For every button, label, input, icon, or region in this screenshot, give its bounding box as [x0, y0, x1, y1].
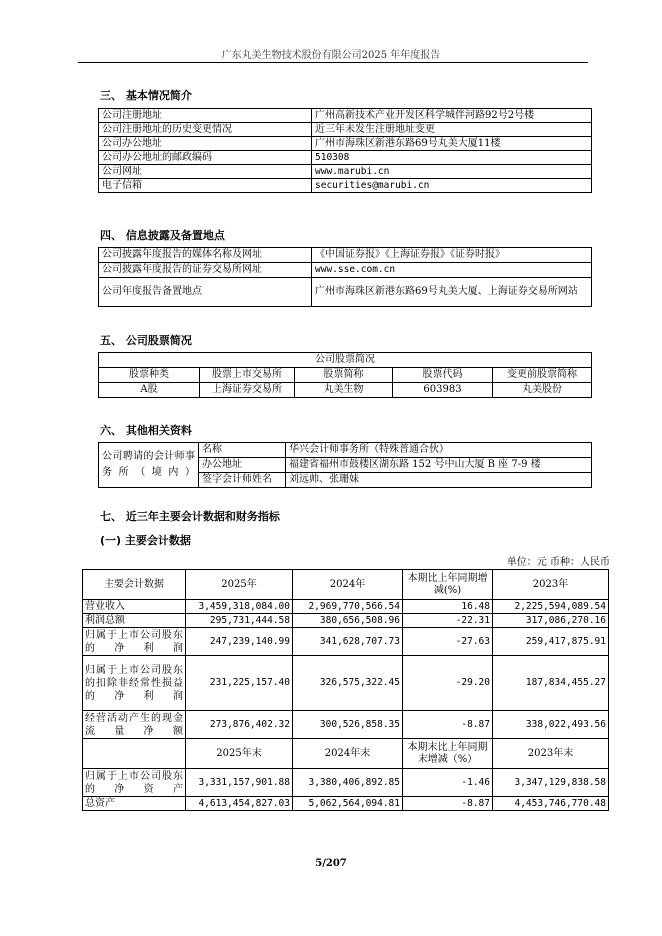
cell-label: 公司注册地址的历史变更情况 [99, 123, 312, 137]
column-header: 股票简称 [295, 368, 393, 383]
cell: 2,225,594,089.54 [493, 600, 609, 614]
cell-label: 办公地址 [199, 458, 286, 473]
cell-value: www.sse.com.cn [312, 263, 592, 278]
section7-heading: 七、 近三年主要会计数据和财务指标 [100, 510, 280, 523]
cell: 5,062,564,094.81 [293, 797, 403, 811]
table-header-row [99, 368, 592, 383]
table-row [83, 769, 609, 797]
cell: -29.20 [403, 656, 493, 711]
stock-table [98, 352, 592, 398]
cell: 4,453,746,770.48 [493, 797, 609, 811]
section3-heading: 三、 基本情况简介 [100, 89, 192, 102]
column-header: 本期比上年同期增减(%) [403, 570, 493, 600]
cell: 341,628,707.73 [293, 628, 403, 656]
column-header [83, 739, 186, 769]
cell-label: 名称 [199, 443, 286, 458]
cell: 3,459,318,084.00 [186, 600, 293, 614]
cell: 300,526,858.35 [293, 711, 403, 739]
column-header: 2024年末 [293, 739, 403, 769]
column-header: 股票种类 [99, 368, 200, 383]
financial-table [82, 569, 609, 811]
table-row [99, 263, 592, 278]
table-row [99, 109, 592, 123]
cell: 3,347,129,838.58 [493, 769, 609, 797]
cell: 317,086,270.16 [493, 614, 609, 628]
cell: A股 [99, 383, 200, 398]
cell: -8.87 [403, 797, 493, 811]
cell: 326,575,322.45 [293, 656, 403, 711]
table-row [99, 165, 592, 179]
cell: -27.63 [403, 628, 493, 656]
section5-heading: 五、 公司股票简况 [100, 334, 192, 347]
report-header: 广东丸美生物技术股份有限公司2025 年年度报告 [221, 50, 441, 61]
cell-label: 公司办公地址的邮政编码 [99, 151, 312, 165]
cell: 丸美股份 [493, 383, 592, 398]
cell: -8.87 [403, 711, 493, 739]
cell-label: 公司披露年度报告的证券交易所网址 [99, 263, 312, 278]
group-label: 公司聘请的会计师事务所（境内） [99, 443, 199, 488]
row-label: 营业收入 [83, 600, 186, 614]
row-label: 总资产 [83, 797, 186, 811]
table-row [99, 179, 592, 193]
column-header: 2025年 [186, 570, 293, 600]
section4-heading: 四、 信息披露及备置地点 [100, 229, 225, 242]
cell-label: 公司办公地址 [99, 137, 312, 151]
cell: 247,239,140.99 [186, 628, 293, 656]
cell: 3,331,157,901.88 [186, 769, 293, 797]
column-header: 2025年末 [186, 739, 293, 769]
cell-value: 《中国证券报》《上海证券报》《证券时报》 [312, 248, 592, 263]
table-header-row [83, 739, 609, 769]
cell-value: www.marubi.cn [312, 165, 592, 179]
cell-value: 广州市海珠区新港东路69号丸美大厦11楼 [312, 137, 592, 151]
cell-value: 华兴会计师事务所（特殊普通合伙） [286, 443, 592, 458]
cell-label: 电子信箱 [99, 179, 312, 193]
cell-label: 签字会计师姓名 [199, 473, 286, 488]
table-row [99, 123, 592, 137]
header-rule [78, 62, 588, 63]
cell-label: 公司年度报告备置地点 [99, 278, 312, 307]
cell-label: 公司注册地址 [99, 109, 312, 123]
cell-value: securities@marubi.cn [312, 179, 592, 193]
cell: 603983 [393, 383, 493, 398]
table-row [83, 656, 609, 711]
section7-subheading: (一) 主要会计数据 [100, 534, 191, 547]
cell: 上海证券交易所 [200, 383, 295, 398]
column-header: 股票上市交易所 [200, 368, 295, 383]
cell-value: 广州市海珠区新港东路69号丸美大厦、上海证券交易所网站 [312, 278, 592, 307]
table-header-row [83, 570, 609, 600]
cell: 338,022,493.56 [493, 711, 609, 739]
row-label: 归属于上市公司股东的净利润 [83, 628, 186, 656]
table-row [83, 628, 609, 656]
table-row [99, 443, 592, 458]
cell-value: 广州高新技术产业开发区科学城伴河路92号2号楼 [312, 109, 592, 123]
cell-label: 公司披露年度报告的媒体名称及网址 [99, 248, 312, 263]
cell: 丸美生物 [295, 383, 393, 398]
cell-label: 公司网址 [99, 165, 312, 179]
cell: 231,225,157.40 [186, 656, 293, 711]
column-header: 主要会计数据 [83, 570, 186, 600]
table-row [83, 797, 609, 811]
cell-value: 刘远帅、张珊妹 [286, 473, 592, 488]
column-header: 2023年 [493, 570, 609, 600]
column-header: 2023年末 [493, 739, 609, 769]
table-row [99, 278, 592, 307]
table-caption-row [99, 353, 592, 368]
table-caption: 公司股票简况 [99, 353, 592, 368]
cell: 295,731,444.58 [186, 614, 293, 628]
table-row [83, 600, 609, 614]
table-row [83, 711, 609, 739]
cell: 3,380,406,892.85 [293, 769, 403, 797]
row-label: 归属于上市公司股东的扣除非经常性损益的净利润 [83, 656, 186, 711]
table-row [99, 151, 592, 165]
cell: 4,613,454,827.03 [186, 797, 293, 811]
disclosure-table [98, 247, 592, 307]
cell: -22.31 [403, 614, 493, 628]
column-header: 本期末比上年同期末增减（%） [403, 739, 493, 769]
cell: 380,656,508.96 [293, 614, 403, 628]
cell: -1.46 [403, 769, 493, 797]
basic-info-table [98, 108, 592, 193]
accountant-table [98, 442, 592, 488]
cell-value: 福建省福州市鼓楼区湖东路 152 号中山大厦 B 座 7-9 楼 [286, 458, 592, 473]
column-header: 股票代码 [393, 368, 493, 383]
column-header: 变更前股票简称 [493, 368, 592, 383]
table-row [99, 383, 592, 398]
table-row [99, 248, 592, 263]
table-row [99, 137, 592, 151]
cell: 2,969,770,566.54 [293, 600, 403, 614]
cell: 16.48 [403, 600, 493, 614]
table-row [83, 614, 609, 628]
unit-label: 单位：元 币种：人民币 [506, 557, 610, 568]
row-label: 经营活动产生的现金流量净额 [83, 711, 186, 739]
page-number: 5/207 [315, 858, 347, 869]
row-label: 归属于上市公司股东的净资产 [83, 769, 186, 797]
cell: 187,834,455.27 [493, 656, 609, 711]
section6-heading: 六、 其他相关资料 [100, 424, 192, 437]
cell-value: 近三年未发生注册地址变更 [312, 123, 592, 137]
column-header: 2024年 [293, 570, 403, 600]
cell: 273,876,402.32 [186, 711, 293, 739]
cell-value: 510308 [312, 151, 592, 165]
cell: 259,417,875.91 [493, 628, 609, 656]
row-label: 利润总额 [83, 614, 186, 628]
